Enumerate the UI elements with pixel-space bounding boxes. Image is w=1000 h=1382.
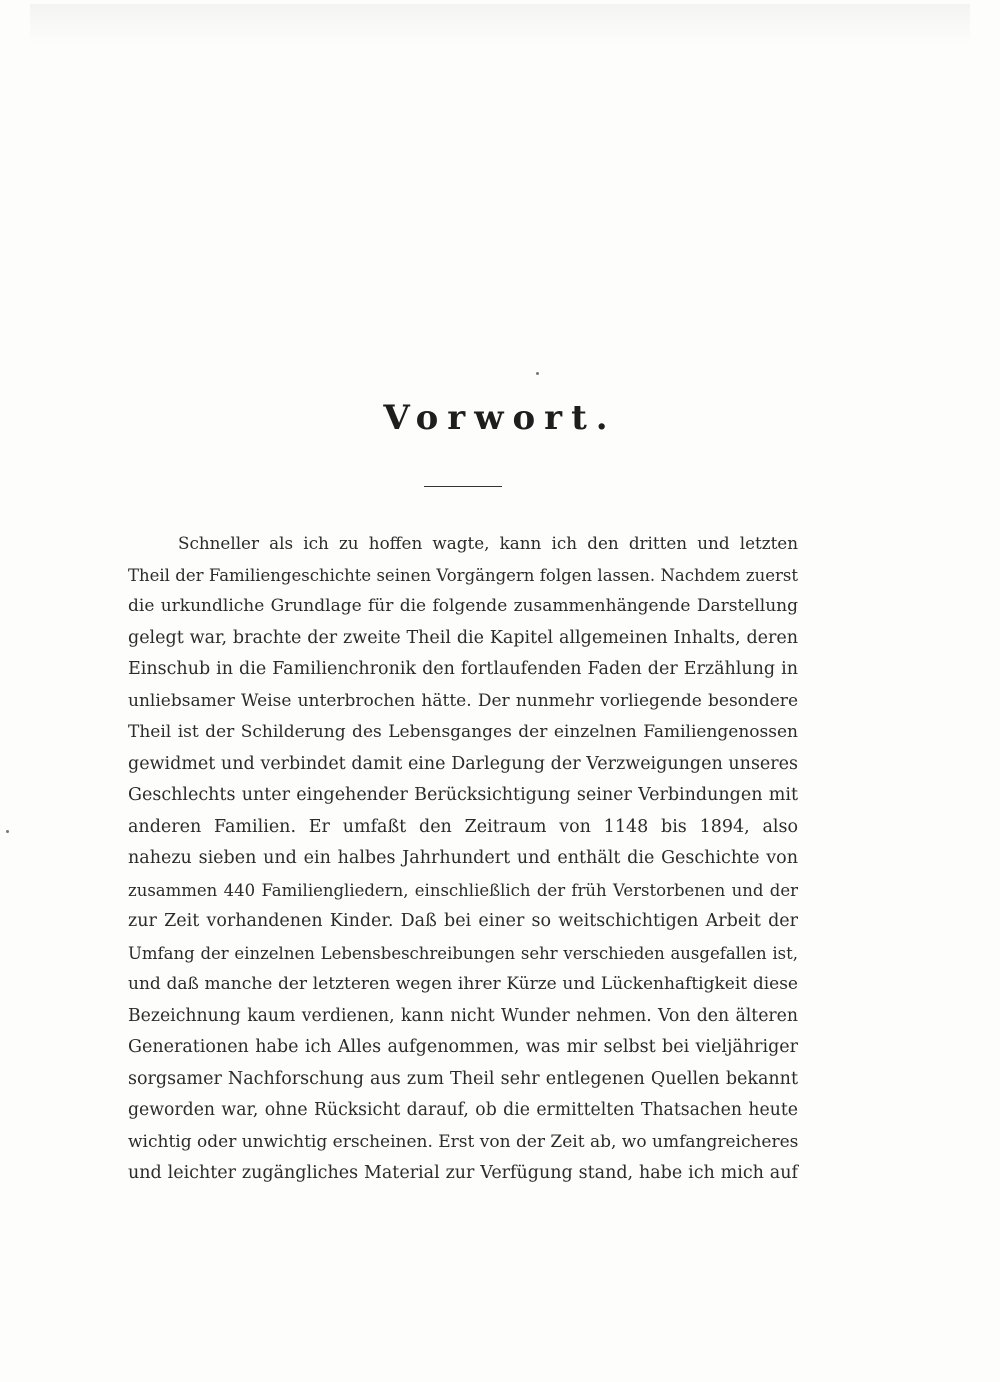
text-line: und daß manche der letzteren wegen ihrer Kürze und Lückenhaftigkeit diese [128, 974, 798, 994]
text-line: gewidmet und verbindet damit eine Darlegung der Verzweigungen unseres [128, 753, 798, 774]
body-text [128, 528, 798, 1190]
text-line: Schneller als ich zu hoffen wagte, kann ich den dritten und letzten [178, 533, 798, 553]
text-line: Geschlechts unter eingehender Berücksichtigung seiner Verbindungen mit [128, 785, 798, 805]
text-line: Theil der Familiengeschichte seinen Vorgängern folgen lassen. Nachdem zuerst [128, 565, 798, 585]
text-line: gelegt war, brachte der zweite Theil die Kapitel allgemeinen Inhalts, deren [128, 627, 798, 648]
title-divider [424, 486, 502, 487]
text-line: und leichter zugängliches Material zur Verfügung stand, habe ich mich auf [128, 1163, 798, 1183]
text-line: wichtig oder unwichtig erscheinen. Erst von der Zeit ab, wo umfangreicheres [128, 1131, 799, 1152]
text-line: zusammen 440 Familiengliedern, einschließlich der früh Verstorbenen und der [128, 880, 798, 900]
text-line: die urkundliche Grundlage für die folgende zusammenhängende Darstellung [128, 596, 798, 616]
text-line: Bezeichnung kaum verdienen, kann nicht Wunder nehmen. Von den älteren [128, 1005, 798, 1026]
paper-speck [6, 830, 9, 833]
text-line: anderen Familien. Er umfaßt den Zeitraum von 1148 bis 1894, also [128, 816, 798, 837]
text-line: zur Zeit vorhandenen Kinder. Daß bei einer so weitschichtigen Arbeit der [128, 911, 798, 931]
text-line: sorgsamer Nachforschung aus zum Theil sehr entlegenen Quellen bekannt [128, 1068, 798, 1089]
text-line: Umfang der einzelnen Lebensbeschreibungen sehr verschieden ausgefallen ist, [128, 943, 798, 963]
paper-speck [536, 372, 539, 375]
text-line: geworden war, ohne Rücksicht darauf, ob die ermittelten Thatsachen heute [128, 1100, 798, 1120]
text-line: nahezu sieben und ein halbes Jahrhundert und enthält die Geschichte von [128, 848, 798, 868]
text-line: unliebsamer Weise unterbrochen hätte. Der nunmehr vorliegende besondere [128, 690, 798, 711]
bleed-through-shadow [30, 4, 970, 44]
text-line: Theil ist der Schilderung des Lebensganges der einzelnen Familiengenossen [128, 722, 798, 742]
page-title: Vorwort. [383, 398, 617, 438]
text-line: Generationen habe ich Alles aufgenommen, was mir selbst bei vieljähriger [128, 1037, 798, 1057]
text-line: Einschub in die Familienchronik den fortlaufenden Faden der Erzählung in [128, 659, 798, 679]
